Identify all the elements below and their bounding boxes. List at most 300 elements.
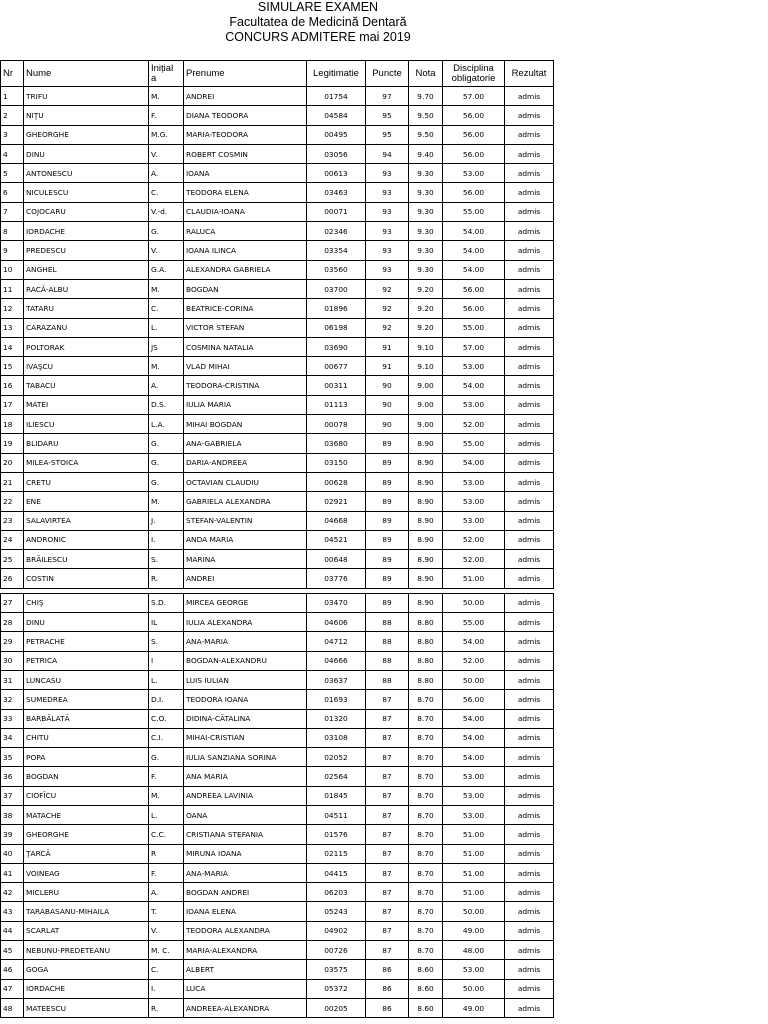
cell-nota: 8.70	[409, 883, 443, 902]
cell-nr: 45	[1, 941, 24, 960]
cell-prenume: MARIA-ALEXANDRA	[184, 941, 307, 960]
cell-legitimatie: 02564	[307, 767, 366, 786]
cell-prenume: VICTOR STEFAN	[184, 318, 307, 337]
cell-nume: ANGHEL	[24, 260, 149, 279]
cell-disciplina: 56.00	[443, 125, 505, 144]
cell-disciplina: 51.00	[443, 863, 505, 882]
cell-rezultat: admis	[505, 279, 554, 298]
cell-initiala: I	[149, 651, 184, 670]
cell-nota: 9.30	[409, 222, 443, 241]
cell-rezultat: admis	[505, 979, 554, 998]
header-disciplina: Disciplina obligatorie	[443, 61, 505, 87]
cell-legitimatie: 00613	[307, 164, 366, 183]
cell-nota: 8.70	[409, 748, 443, 767]
cell-nr: 26	[1, 569, 24, 588]
cell-nota: 8.70	[409, 863, 443, 882]
table-row	[1, 472, 554, 491]
cell-nr: 46	[1, 960, 24, 979]
cell-rezultat: admis	[505, 87, 554, 106]
cell-initiala: G.	[149, 472, 184, 491]
cell-disciplina: 51.00	[443, 844, 505, 863]
cell-prenume: ANA MARIA	[184, 767, 307, 786]
cell-rezultat: admis	[505, 183, 554, 202]
cell-nr: 4	[1, 144, 24, 163]
cell-legitimatie: 02115	[307, 844, 366, 863]
cell-legitimatie: 00078	[307, 415, 366, 434]
cell-prenume: ANA-GABRIELA	[184, 434, 307, 453]
cell-legitimatie: 01845	[307, 786, 366, 805]
cell-puncte: 89	[366, 511, 409, 530]
cell-initiala: R	[149, 844, 184, 863]
cell-initiala: F.	[149, 767, 184, 786]
cell-nota: 8.90	[409, 453, 443, 472]
cell-puncte: 87	[366, 921, 409, 940]
table-row	[1, 593, 554, 612]
cell-legitimatie: 04511	[307, 805, 366, 824]
cell-rezultat: admis	[505, 492, 554, 511]
cell-disciplina: 57.00	[443, 87, 505, 106]
table-row	[1, 144, 554, 163]
cell-puncte: 92	[366, 318, 409, 337]
cell-nr: 25	[1, 550, 24, 569]
cell-puncte: 87	[366, 748, 409, 767]
cell-rezultat: admis	[505, 921, 554, 940]
table-row	[1, 260, 554, 279]
table-row	[1, 415, 554, 434]
cell-puncte: 89	[366, 530, 409, 549]
cell-nume: NICULESCU	[24, 183, 149, 202]
table-row	[1, 202, 554, 221]
cell-puncte: 97	[366, 87, 409, 106]
cell-prenume: MARINA	[184, 550, 307, 569]
cell-nr: 16	[1, 376, 24, 395]
cell-puncte: 89	[366, 593, 409, 612]
cell-nr: 7	[1, 202, 24, 221]
cell-nota: 8.70	[409, 902, 443, 921]
header-legitimatie: Legitimatie	[307, 61, 366, 87]
cell-nota: 9.00	[409, 415, 443, 434]
cell-puncte: 88	[366, 613, 409, 632]
cell-rezultat: admis	[505, 472, 554, 491]
cell-disciplina: 54.00	[443, 376, 505, 395]
cell-initiala: J.	[149, 511, 184, 530]
cell-nr: 23	[1, 511, 24, 530]
cell-rezultat: admis	[505, 222, 554, 241]
cell-puncte: 86	[366, 998, 409, 1017]
cell-prenume: ANDREEA LAVINIA	[184, 786, 307, 805]
cell-nume: MICLERU	[24, 883, 149, 902]
cell-nr: 43	[1, 902, 24, 921]
cell-legitimatie: 04902	[307, 921, 366, 940]
table-row	[1, 530, 554, 549]
cell-nota: 8.80	[409, 613, 443, 632]
cell-prenume: GABRIELA ALEXANDRA	[184, 492, 307, 511]
cell-nota: 8.70	[409, 728, 443, 747]
cell-nota: 8.70	[409, 805, 443, 824]
cell-nota: 8.70	[409, 844, 443, 863]
cell-legitimatie: 04668	[307, 511, 366, 530]
cell-nota: 8.90	[409, 492, 443, 511]
cell-prenume: MARIA-TEODORA	[184, 125, 307, 144]
cell-prenume: ANDREI	[184, 569, 307, 588]
cell-puncte: 87	[366, 728, 409, 747]
cell-legitimatie: 02921	[307, 492, 366, 511]
cell-legitimatie: 05243	[307, 902, 366, 921]
cell-disciplina: 54.00	[443, 222, 505, 241]
cell-legitimatie: 03470	[307, 593, 366, 612]
cell-nume: LUNCASU	[24, 670, 149, 689]
cell-nume: CHITU	[24, 728, 149, 747]
cell-nota: 9.30	[409, 260, 443, 279]
cell-rezultat: admis	[505, 805, 554, 824]
cell-disciplina: 52.00	[443, 530, 505, 549]
cell-disciplina: 56.00	[443, 299, 505, 318]
cell-nr: 42	[1, 883, 24, 902]
header-rezultat: Rezultat	[505, 61, 554, 87]
cell-nota: 8.90	[409, 569, 443, 588]
cell-rezultat: admis	[505, 511, 554, 530]
cell-prenume: ANA-MARIA	[184, 863, 307, 882]
cell-initiala: D.S.	[149, 395, 184, 414]
cell-nume: GHEORGHE	[24, 825, 149, 844]
cell-nota: 9.30	[409, 202, 443, 221]
cell-rezultat: admis	[505, 709, 554, 728]
cell-disciplina: 51.00	[443, 825, 505, 844]
cell-disciplina: 52.00	[443, 651, 505, 670]
cell-nr: 15	[1, 357, 24, 376]
cell-nr: 36	[1, 767, 24, 786]
title-line-1: SIMULARE EXAMEN	[257, 0, 379, 14]
table-row	[1, 670, 554, 689]
cell-nume: GHEORGHE	[24, 125, 149, 144]
cell-nota: 9.40	[409, 144, 443, 163]
cell-nota: 8.70	[409, 767, 443, 786]
cell-rezultat: admis	[505, 415, 554, 434]
cell-prenume: IOANA	[184, 164, 307, 183]
cell-initiala: L.	[149, 805, 184, 824]
cell-prenume: ANDA MARIA	[184, 530, 307, 549]
cell-prenume: BEATRICE-CORINA	[184, 299, 307, 318]
cell-puncte: 88	[366, 670, 409, 689]
table-row	[1, 511, 554, 530]
cell-prenume: TEODORA-CRISTINA	[184, 376, 307, 395]
cell-nr: 29	[1, 632, 24, 651]
cell-nota: 8.60	[409, 960, 443, 979]
cell-rezultat: admis	[505, 960, 554, 979]
cell-nr: 28	[1, 613, 24, 632]
cell-initiala: R.	[149, 998, 184, 1017]
cell-nota: 8.70	[409, 825, 443, 844]
cell-legitimatie: 00205	[307, 998, 366, 1017]
cell-disciplina: 57.00	[443, 337, 505, 356]
cell-nume: DINU	[24, 613, 149, 632]
cell-nume: SUMEDREA	[24, 690, 149, 709]
cell-nr: 22	[1, 492, 24, 511]
cell-legitimatie: 04584	[307, 106, 366, 125]
table-row	[1, 279, 554, 298]
cell-nume: VOINEAG	[24, 863, 149, 882]
cell-puncte: 93	[366, 222, 409, 241]
title-line-2: Facultatea de Medicină Dentară	[229, 15, 407, 29]
cell-disciplina: 48.00	[443, 941, 505, 960]
cell-rezultat: admis	[505, 825, 554, 844]
cell-initiala: D.I.	[149, 690, 184, 709]
cell-disciplina: 54.00	[443, 728, 505, 747]
cell-legitimatie: 03108	[307, 728, 366, 747]
cell-rezultat: admis	[505, 593, 554, 612]
cell-legitimatie: 06203	[307, 883, 366, 902]
cell-puncte: 88	[366, 632, 409, 651]
cell-nume: SCARLAT	[24, 921, 149, 940]
cell-nr: 3	[1, 125, 24, 144]
cell-nume: IVAŞCU	[24, 357, 149, 376]
cell-rezultat: admis	[505, 434, 554, 453]
cell-rezultat: admis	[505, 395, 554, 414]
table-row	[1, 825, 554, 844]
cell-nume: MATACHE	[24, 805, 149, 824]
cell-puncte: 86	[366, 979, 409, 998]
cell-prenume: ANDREI	[184, 87, 307, 106]
cell-puncte: 89	[366, 492, 409, 511]
cell-puncte: 89	[366, 453, 409, 472]
table-row	[1, 357, 554, 376]
cell-puncte: 89	[366, 569, 409, 588]
cell-rezultat: admis	[505, 998, 554, 1017]
cell-nota: 8.80	[409, 670, 443, 689]
cell-prenume: MIRUNA IOANA	[184, 844, 307, 863]
cell-nota: 8.70	[409, 690, 443, 709]
cell-nr: 32	[1, 690, 24, 709]
cell-rezultat: admis	[505, 357, 554, 376]
cell-puncte: 93	[366, 183, 409, 202]
cell-prenume: DIDINA-CĂTALINA	[184, 709, 307, 728]
cell-nume: NIŢU	[24, 106, 149, 125]
cell-nota: 9.00	[409, 395, 443, 414]
cell-nr: 44	[1, 921, 24, 940]
cell-initiala: C.	[149, 299, 184, 318]
cell-puncte: 92	[366, 299, 409, 318]
table-row	[1, 453, 554, 472]
cell-nota: 9.20	[409, 279, 443, 298]
cell-initiala: T.	[149, 902, 184, 921]
table-row	[1, 376, 554, 395]
cell-nota: 9.20	[409, 318, 443, 337]
cell-nume: SALAVIRTEA	[24, 511, 149, 530]
cell-nume: GOGA	[24, 960, 149, 979]
cell-disciplina: 49.00	[443, 998, 505, 1017]
cell-legitimatie: 04606	[307, 613, 366, 632]
cell-initiala: C.	[149, 183, 184, 202]
cell-puncte: 87	[366, 805, 409, 824]
cell-disciplina: 53.00	[443, 805, 505, 824]
cell-nume: PETRICA	[24, 651, 149, 670]
cell-nr: 48	[1, 998, 24, 1017]
cell-rezultat: admis	[505, 748, 554, 767]
cell-puncte: 93	[366, 241, 409, 260]
cell-nota: 9.10	[409, 337, 443, 356]
header-nume: Nume	[24, 61, 149, 87]
cell-initiala: G.A.	[149, 260, 184, 279]
cell-rezultat: admis	[505, 202, 554, 221]
table-row	[1, 883, 554, 902]
cell-legitimatie: 03680	[307, 434, 366, 453]
table-row	[1, 241, 554, 260]
cell-prenume: CRISTIANA STEFANIA	[184, 825, 307, 844]
cell-disciplina: 50.00	[443, 593, 505, 612]
cell-nume: BOGDAN	[24, 767, 149, 786]
cell-legitimatie: 03637	[307, 670, 366, 689]
cell-rezultat: admis	[505, 299, 554, 318]
table-row	[1, 125, 554, 144]
cell-rezultat: admis	[505, 670, 554, 689]
cell-nume: NEBUNU-PREDETEANU	[24, 941, 149, 960]
cell-rezultat: admis	[505, 728, 554, 747]
cell-initiala: I.	[149, 979, 184, 998]
cell-legitimatie: 00311	[307, 376, 366, 395]
cell-nr: 9	[1, 241, 24, 260]
cell-disciplina: 53.00	[443, 492, 505, 511]
cell-nr: 1	[1, 87, 24, 106]
cell-disciplina: 49.00	[443, 921, 505, 940]
table-row	[1, 613, 554, 632]
cell-initiala: S.	[149, 550, 184, 569]
cell-initiala: G.	[149, 748, 184, 767]
cell-nume: TRIFU	[24, 87, 149, 106]
cell-initiala: C.I.	[149, 728, 184, 747]
cell-initiala: I.	[149, 530, 184, 549]
cell-nr: 13	[1, 318, 24, 337]
cell-disciplina: 56.00	[443, 279, 505, 298]
table-row	[1, 921, 554, 940]
cell-nota: 9.20	[409, 299, 443, 318]
cell-nr: 33	[1, 709, 24, 728]
cell-disciplina: 50.00	[443, 902, 505, 921]
cell-prenume: CLAUDIA-IOANA	[184, 202, 307, 221]
cell-prenume: LUCA	[184, 979, 307, 998]
cell-prenume: LUIS IULIAN	[184, 670, 307, 689]
cell-legitimatie: 01754	[307, 87, 366, 106]
table-row	[1, 863, 554, 882]
table-row	[1, 395, 554, 414]
cell-puncte: 95	[366, 125, 409, 144]
cell-rezultat: admis	[505, 144, 554, 163]
cell-puncte: 89	[366, 434, 409, 453]
cell-puncte: 87	[366, 709, 409, 728]
cell-nr: 21	[1, 472, 24, 491]
results-table	[0, 60, 554, 1018]
cell-puncte: 86	[366, 960, 409, 979]
cell-legitimatie: 03354	[307, 241, 366, 260]
cell-prenume: MIRCEA GEORGE	[184, 593, 307, 612]
table-row	[1, 106, 554, 125]
cell-legitimatie: 04521	[307, 530, 366, 549]
cell-puncte: 94	[366, 144, 409, 163]
cell-nume: TABACU	[24, 376, 149, 395]
cell-prenume: ROBERT COSMIN	[184, 144, 307, 163]
cell-legitimatie: 03463	[307, 183, 366, 202]
cell-initiala: M.	[149, 492, 184, 511]
cell-disciplina: 54.00	[443, 709, 505, 728]
cell-rezultat: admis	[505, 786, 554, 805]
cell-initiala: JS	[149, 337, 184, 356]
cell-initiala: V.	[149, 241, 184, 260]
cell-nume: BARBĂLATĂ	[24, 709, 149, 728]
table-row	[1, 805, 554, 824]
cell-initiala: C.	[149, 960, 184, 979]
cell-puncte: 90	[366, 376, 409, 395]
cell-disciplina: 55.00	[443, 434, 505, 453]
table-row	[1, 318, 554, 337]
cell-nota: 9.70	[409, 87, 443, 106]
cell-puncte: 87	[366, 941, 409, 960]
cell-nume: TATARU	[24, 299, 149, 318]
cell-legitimatie: 03150	[307, 453, 366, 472]
table-row	[1, 748, 554, 767]
table-row	[1, 979, 554, 998]
header-initiala: Inițial a	[149, 61, 184, 87]
cell-nota: 9.00	[409, 376, 443, 395]
cell-puncte: 91	[366, 357, 409, 376]
cell-prenume: ALEXANDRA GABRIELA	[184, 260, 307, 279]
cell-nr: 10	[1, 260, 24, 279]
cell-puncte: 92	[366, 279, 409, 298]
cell-nume: RACǍ-ALBU	[24, 279, 149, 298]
cell-prenume: OANA	[184, 805, 307, 824]
cell-prenume: ANDREEA-ALEXANDRA	[184, 998, 307, 1017]
cell-disciplina: 52.00	[443, 550, 505, 569]
cell-puncte: 87	[366, 767, 409, 786]
cell-puncte: 95	[366, 106, 409, 125]
table-row	[1, 164, 554, 183]
cell-initiala: A.	[149, 883, 184, 902]
table-row	[1, 632, 554, 651]
cell-nota: 8.70	[409, 941, 443, 960]
cell-rezultat: admis	[505, 613, 554, 632]
cell-nota: 8.70	[409, 709, 443, 728]
cell-initiala: G.	[149, 453, 184, 472]
cell-initiala: L.A.	[149, 415, 184, 434]
table-row	[1, 960, 554, 979]
cell-nr: 40	[1, 844, 24, 863]
cell-legitimatie: 03560	[307, 260, 366, 279]
header-nr: Nr	[1, 61, 24, 87]
cell-nume: IORDACHE	[24, 222, 149, 241]
cell-nume: POLTORAK	[24, 337, 149, 356]
cell-nume: ILIESCU	[24, 415, 149, 434]
cell-nume: PREDESCU	[24, 241, 149, 260]
cell-nota: 8.60	[409, 998, 443, 1017]
cell-legitimatie: 02052	[307, 748, 366, 767]
cell-initiala: M.	[149, 786, 184, 805]
cell-nr: 35	[1, 748, 24, 767]
cell-nr: 11	[1, 279, 24, 298]
cell-disciplina: 54.00	[443, 453, 505, 472]
cell-nr: 2	[1, 106, 24, 125]
cell-puncte: 87	[366, 863, 409, 882]
header-prenume: Prenume	[184, 61, 307, 87]
cell-nr: 5	[1, 164, 24, 183]
cell-prenume: MIHAI-CRISTIAN	[184, 728, 307, 747]
cell-legitimatie: 01896	[307, 299, 366, 318]
cell-nr: 12	[1, 299, 24, 318]
cell-legitimatie: 00677	[307, 357, 366, 376]
cell-initiala: M.	[149, 87, 184, 106]
cell-puncte: 90	[366, 395, 409, 414]
table-row	[1, 87, 554, 106]
cell-nr: 37	[1, 786, 24, 805]
table-row	[1, 299, 554, 318]
cell-nr: 19	[1, 434, 24, 453]
